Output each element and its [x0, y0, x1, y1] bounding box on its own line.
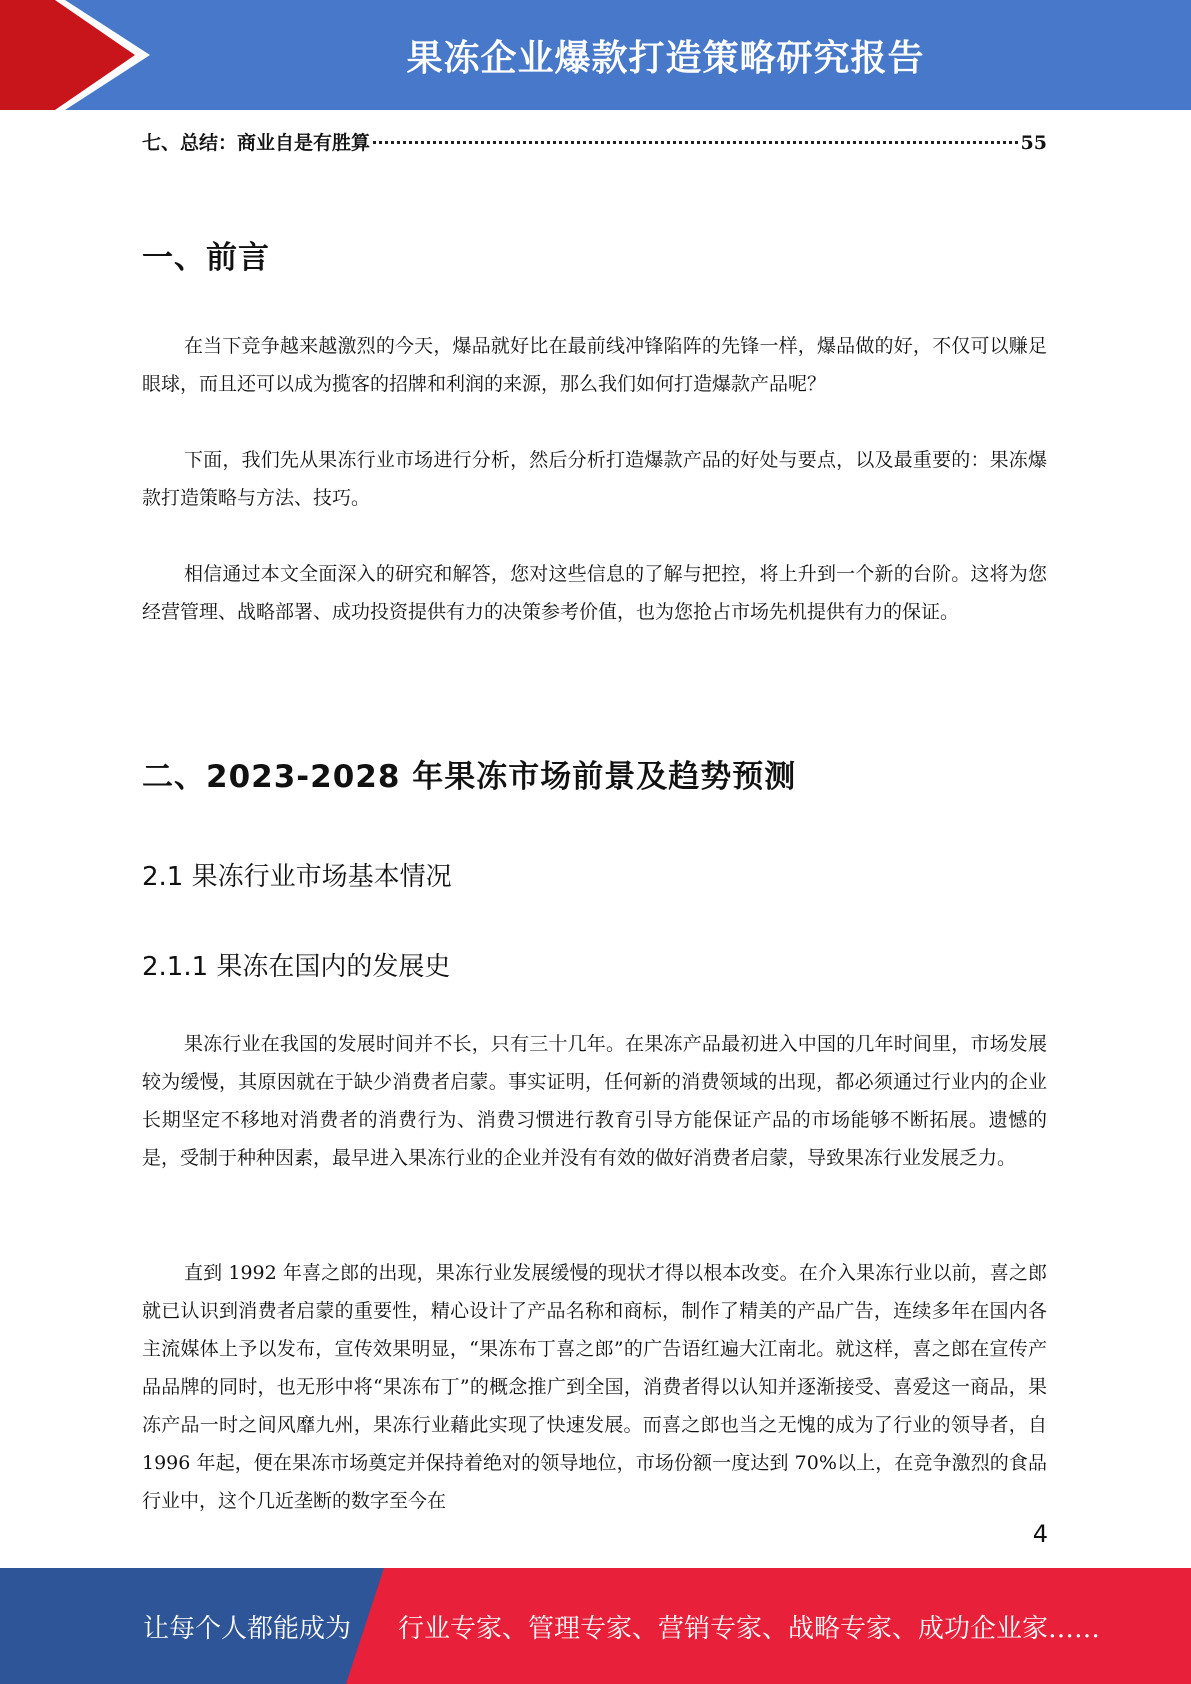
footer-banner — [0, 1568, 1191, 1684]
preface-paragraph-3: 相信通过本文全面深入的研究和解答，您对这些信息的了解与把控，将上升到一个新的台阶。这将为您经营管理、战略部署、成功投资提供有力的决策参考价值，也为您抢占市场先机提供有力的保证。 — [142, 563, 1047, 623]
preface-paragraph-2: 下面，我们先从果冻行业市场进行分析，然后分析打造爆款产品的好处与要点，以及最重要的：果冻爆款打造策略与方法、技巧。 — [142, 449, 1047, 509]
report-title: 果冻企业爆款打造策略研究报告 — [406, 37, 925, 79]
section-heading-forecast: 二、2023-2028 年果冻市场前景及趋势预测 — [142, 759, 797, 795]
history-paragraph-2: 直到 1992 年喜之郎的出现，果冻行业发展缓慢的现状才得以根本改变。在介入果冻行业以前，喜之郎就已认识到消费者启蒙的重要性，精心设计了产品名称和商标，制作了精美的产品广告，连续多年在国内各主流媒体上予以发布，宣传效果明显，“果冻布丁喜之郎”的广告语红遍大江南北。就这样，喜之郎在宣传产品品牌的同时，也无形中将“果冻布丁”的概念推广到全国，消费者得以认知并逐渐接受、喜爱这一商品，果冻产品一时之间风靡九州，果冻行业藉此实现了快速发展。而喜之郎也当之无愧的成为了行业的领导者，自 1996 年起，便在果冻市场奠定并保持着绝对的领导地位，市场份额一度达到 70%以上，在竞争激烈的食品行业中，这个几近垄断的数字至今在 — [142, 1262, 1047, 1512]
history-paragraph-1: 果冻行业在我国的发展时间并不长，只有三十几年。在果冻产品最初进入中国的几年时间里，市场发展较为缓慢，其原因就在于缺少消费者启蒙。事实证明，任何新的消费领域的出现，都必须通过行业内的企业长期坚定不移地对消费者的消费行为、消费习惯进行教育引导方能保证产品的市场能够不断拓展。遗憾的是，受制于种种因素，最早进入果冻行业的企业并没有有效的做好消费者启蒙，导致果冻行业发展乏力。 — [142, 1033, 1047, 1169]
header-banner — [0, 0, 1191, 110]
toc-leader-dots — [373, 141, 1018, 144]
footer-slogan-right: 行业专家、管理专家、营销专家、战略专家、成功企业家…… — [398, 1613, 1101, 1644]
page-number: 4 — [1032, 1520, 1048, 1548]
section-heading-preface: 一、前言 — [142, 240, 270, 276]
subsection-heading-2-1-1: 2.1.1 果冻在国内的发展史 — [142, 952, 451, 982]
header-arrow-icon — [0, 0, 160, 110]
toc-entry-page: 55 — [1020, 132, 1047, 154]
preface-paragraph-1: 在当下竞争越来越激烈的今天，爆品就好比在最前线冲锋陷阵的先锋一样，爆品做的好，不仅可以赚足眼球，而且还可以成为揽客的招牌和利润的来源，那么我们如何打造爆款产品呢？ — [142, 335, 1047, 395]
toc-entry-label: 七、总结：商业自是有胜算 — [142, 132, 371, 154]
subsection-heading-2-1: 2.1 果冻行业市场基本情况 — [142, 862, 452, 892]
footer-slogan-left: 让每个人都能成为 — [143, 1613, 352, 1644]
toc-entry[interactable] — [142, 128, 1047, 158]
